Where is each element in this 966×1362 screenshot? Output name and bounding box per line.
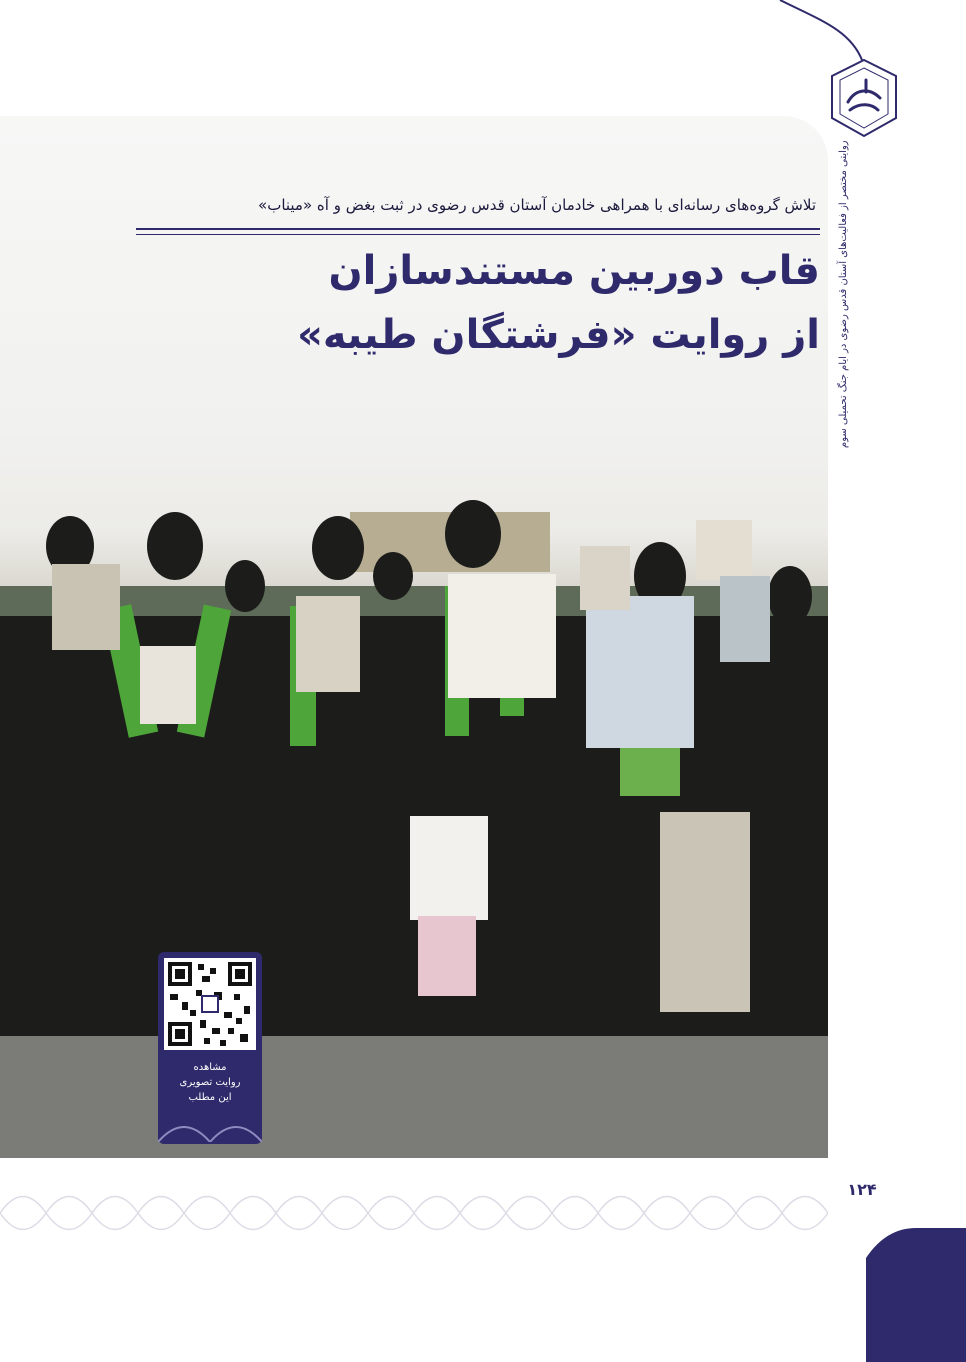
subtitle-divider: [136, 228, 820, 235]
qr-code-icon[interactable]: [164, 958, 256, 1050]
qr-card-ornament: [158, 1112, 262, 1142]
qr-caption: [158, 1060, 262, 1105]
page-edge-tab: [866, 1228, 966, 1362]
qr-caption-line1: مشاهده: [193, 1062, 227, 1073]
page-number: ۱۲۴: [847, 1180, 877, 1199]
ground: [0, 1036, 828, 1158]
article-title-line1: قاب دوربین مستندسازان: [328, 248, 820, 294]
child-figure: [660, 812, 750, 1012]
qr-caption-line3: این مطلب: [188, 1092, 232, 1103]
geometric-pattern-strip: [0, 1180, 828, 1246]
article-title-line2: از روایت «فرشتگان طیبه»: [297, 312, 820, 358]
side-caption: روایتی مختصر از فعالیت‌های آستان قدس رضوی در ایام جنگ تحمیلی سوم: [838, 140, 849, 448]
publication-logo: [826, 58, 902, 138]
article-subtitle: تلاش گروه‌های رسانه‌ای با همراهی خادمان آستان قدس رضوی در ثبت بغض و آه «میناب»: [258, 196, 816, 214]
qr-caption-line2: روایت تصویری: [179, 1077, 241, 1088]
qr-code-card[interactable]: [158, 952, 262, 1144]
